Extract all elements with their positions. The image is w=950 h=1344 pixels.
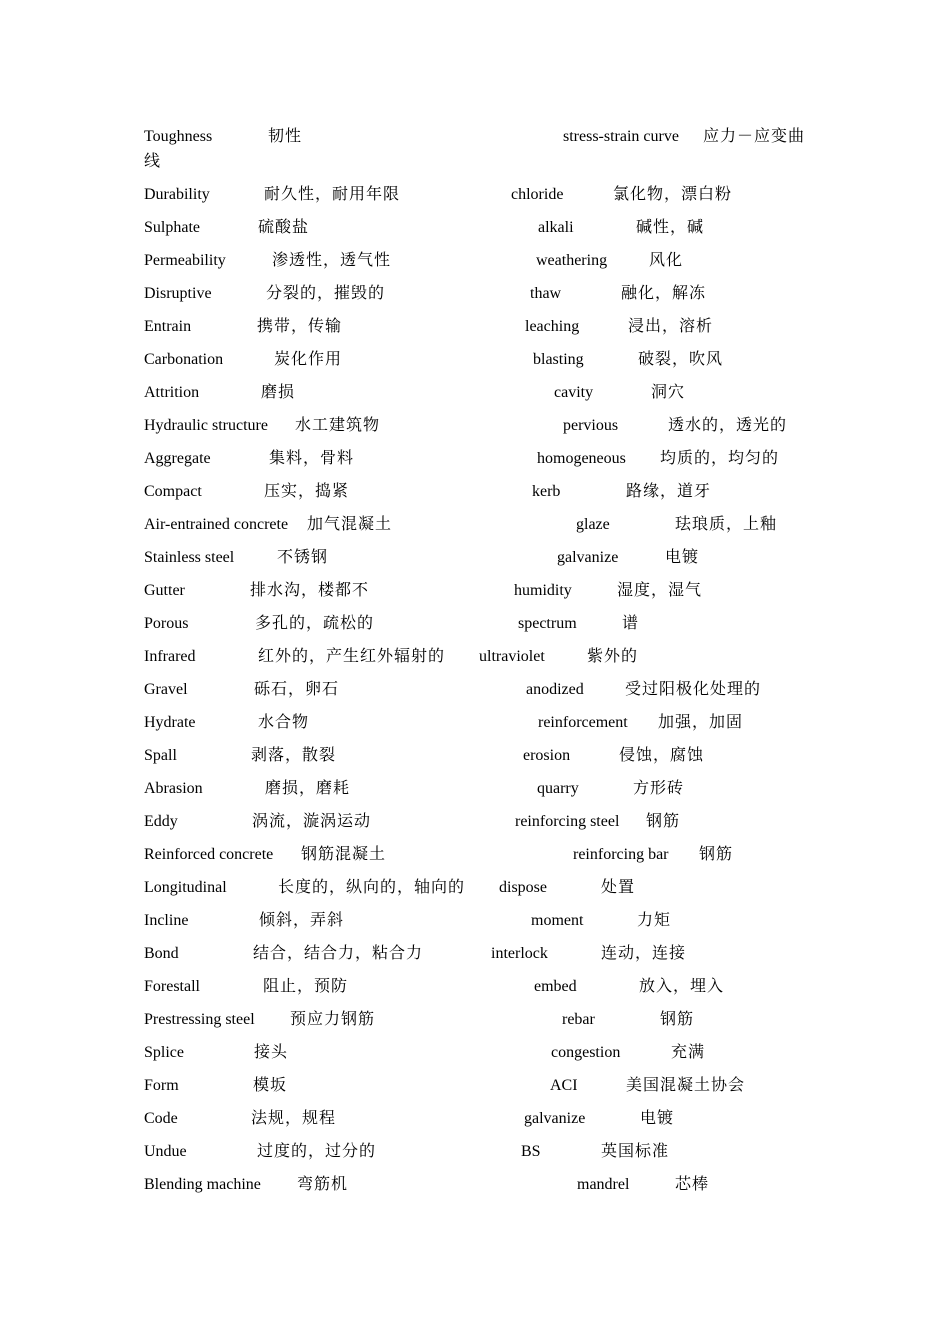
left-term: Air-entrained concrete bbox=[144, 516, 289, 533]
right-term: quarry bbox=[537, 780, 579, 797]
left-term: Longitudinal bbox=[144, 879, 227, 896]
left-definition: 加气混凝土 bbox=[307, 516, 393, 533]
left-definition: 砾石，卵石 bbox=[254, 681, 340, 698]
left-definition: 磨损，磨耗 bbox=[265, 780, 351, 797]
left-term: Infrared bbox=[144, 648, 196, 665]
left-term: Bond bbox=[144, 945, 179, 962]
left-term: Gutter bbox=[144, 582, 185, 599]
left-term: Code bbox=[144, 1110, 178, 1127]
left-definition: 红外的，产生红外辐射的 bbox=[258, 648, 446, 665]
left-term: Entrain bbox=[144, 318, 192, 335]
right-term: congestion bbox=[551, 1044, 621, 1061]
right-definition: 放入，埋入 bbox=[639, 978, 725, 995]
left-definition: 携带，传输 bbox=[257, 318, 343, 335]
left-term: Hydraulic structure bbox=[144, 417, 268, 434]
right-term: ACI bbox=[550, 1077, 578, 1094]
right-definition: 方形砖 bbox=[633, 780, 685, 797]
right-term: BS bbox=[521, 1143, 541, 1160]
right-term: glaze bbox=[576, 516, 610, 533]
right-definition: 珐琅质，上釉 bbox=[675, 516, 778, 533]
left-term: Permeability bbox=[144, 252, 226, 269]
right-definition: 连动，连接 bbox=[601, 945, 687, 962]
left-definition: 不锈钢 bbox=[277, 549, 329, 566]
left-term: Durability bbox=[144, 186, 210, 203]
left-term: Blending machine bbox=[144, 1176, 261, 1193]
left-definition: 模坂 bbox=[253, 1077, 288, 1094]
right-term: blasting bbox=[533, 351, 584, 368]
right-term: moment bbox=[531, 912, 584, 929]
left-definition: 多孔的，疏松的 bbox=[255, 615, 375, 632]
left-term: Undue bbox=[144, 1143, 187, 1160]
right-term: humidity bbox=[514, 582, 572, 599]
left-term: Compact bbox=[144, 483, 202, 500]
left-term: Porous bbox=[144, 615, 189, 632]
right-term: chloride bbox=[511, 186, 564, 203]
left-term: Abrasion bbox=[144, 780, 203, 797]
left-definition: 弯筋机 bbox=[297, 1176, 349, 1193]
right-definition: 均质的，均匀的 bbox=[660, 450, 780, 467]
right-term: embed bbox=[534, 978, 577, 995]
left-definition: 倾斜，弄斜 bbox=[259, 912, 345, 929]
right-definition: 透水的，透光的 bbox=[668, 417, 788, 434]
right-definition: 受过阳极化处理的 bbox=[625, 681, 762, 698]
left-definition: 硫酸盐 bbox=[258, 219, 310, 236]
right-term: erosion bbox=[523, 747, 571, 764]
right-term: rebar bbox=[562, 1011, 595, 1028]
left-term: Eddy bbox=[144, 813, 178, 830]
right-term: pervious bbox=[563, 417, 619, 434]
left-definition: 渗透性，透气性 bbox=[272, 252, 392, 269]
left-definition: 韧性 bbox=[268, 128, 303, 145]
right-definition: 风化 bbox=[649, 252, 684, 269]
right-term: alkali bbox=[538, 219, 574, 236]
right-definition: 充满 bbox=[671, 1044, 706, 1061]
left-term: Attrition bbox=[144, 384, 200, 401]
right-definition: 谱 bbox=[622, 615, 640, 632]
left-definition: 阻止，预防 bbox=[263, 978, 349, 995]
right-term: weathering bbox=[536, 252, 608, 269]
left-term: Incline bbox=[144, 912, 189, 929]
left-term: Aggregate bbox=[144, 450, 211, 467]
right-term: galvanize bbox=[524, 1110, 586, 1127]
left-term: Prestressing steel bbox=[144, 1011, 255, 1028]
right-definition: 钢筋 bbox=[646, 813, 681, 830]
right-term: anodized bbox=[526, 681, 584, 698]
left-definition: 接头 bbox=[254, 1044, 289, 1061]
left-term: Carbonation bbox=[144, 351, 224, 368]
left-definition: 耐久性，耐用年限 bbox=[264, 186, 401, 203]
right-definition: 侵蚀，腐蚀 bbox=[619, 747, 705, 764]
left-definition: 长度的，纵向的，轴向的 bbox=[278, 879, 466, 896]
left-definition: 磨损 bbox=[261, 384, 296, 401]
right-term: leaching bbox=[525, 318, 580, 335]
right-definition: 钢筋 bbox=[660, 1011, 695, 1028]
left-term: Gravel bbox=[144, 681, 188, 698]
left-definition: 钢筋混凝土 bbox=[301, 846, 387, 863]
right-term: spectrum bbox=[518, 615, 577, 632]
right-definition: 处置 bbox=[601, 879, 636, 896]
left-definition: 水工建筑物 bbox=[295, 417, 381, 434]
left-term: Splice bbox=[144, 1044, 184, 1061]
left-term: Spall bbox=[144, 747, 177, 764]
left-term: Form bbox=[144, 1077, 179, 1094]
right-definition: 加强，加固 bbox=[658, 714, 744, 731]
left-term: Reinforced concrete bbox=[144, 846, 274, 863]
right-term: mandrel bbox=[577, 1176, 630, 1193]
right-definition: 芯棒 bbox=[675, 1176, 710, 1193]
right-term: ultraviolet bbox=[479, 648, 545, 665]
left-definition: 集料，骨料 bbox=[269, 450, 355, 467]
right-definition: 浸出，溶析 bbox=[628, 318, 714, 335]
right-term: reinforcing steel bbox=[515, 813, 620, 830]
left-definition: 涡流，漩涡运动 bbox=[252, 813, 372, 830]
left-definition: 剥落，散裂 bbox=[251, 747, 337, 764]
left-term: Disruptive bbox=[144, 285, 212, 302]
right-term: stress-strain curve bbox=[563, 128, 679, 145]
right-definition: 应力－应变曲 bbox=[703, 128, 806, 145]
left-term: Stainless steel bbox=[144, 549, 235, 566]
right-term: cavity bbox=[554, 384, 594, 401]
left-definition: 结合，结合力，粘合力 bbox=[253, 945, 424, 962]
right-term: galvanize bbox=[557, 549, 619, 566]
right-definition: 紫外的 bbox=[587, 648, 639, 665]
right-definition: 钢筋 bbox=[699, 846, 734, 863]
right-definition: 碱性，碱 bbox=[636, 219, 705, 236]
left-term: Toughness bbox=[144, 128, 213, 145]
right-definition: 力矩 bbox=[637, 912, 672, 929]
left-definition: 法规，规程 bbox=[251, 1110, 337, 1127]
left-definition: 排水沟，楼都不 bbox=[250, 582, 370, 599]
right-definition-continuation: 线 bbox=[144, 153, 162, 170]
left-term: Hydrate bbox=[144, 714, 196, 731]
right-term: reinforcement bbox=[538, 714, 628, 731]
left-term: Forestall bbox=[144, 978, 200, 995]
right-definition: 电镀 bbox=[640, 1110, 675, 1127]
left-definition: 预应力钢筋 bbox=[290, 1011, 376, 1028]
right-term: interlock bbox=[491, 945, 548, 962]
right-definition: 电镀 bbox=[665, 549, 700, 566]
left-definition: 炭化作用 bbox=[274, 351, 343, 368]
left-term: Sulphate bbox=[144, 219, 200, 236]
right-term: homogeneous bbox=[537, 450, 626, 467]
right-definition: 融化，解冻 bbox=[621, 285, 707, 302]
right-definition: 氯化物，漂白粉 bbox=[613, 186, 733, 203]
right-term: reinforcing bar bbox=[573, 846, 669, 863]
right-definition: 洞穴 bbox=[651, 384, 686, 401]
left-definition: 过度的，过分的 bbox=[257, 1143, 377, 1160]
right-definition: 破裂，吹风 bbox=[638, 351, 724, 368]
left-definition: 水合物 bbox=[258, 714, 310, 731]
right-term: kerb bbox=[532, 483, 561, 500]
left-definition: 压实，捣紧 bbox=[264, 483, 350, 500]
right-definition: 路缘，道牙 bbox=[626, 483, 712, 500]
right-definition: 湿度，湿气 bbox=[617, 582, 703, 599]
right-definition: 英国标准 bbox=[601, 1143, 670, 1160]
right-definition: 美国混凝土协会 bbox=[626, 1077, 746, 1094]
left-definition: 分裂的，摧毁的 bbox=[266, 285, 386, 302]
right-term: dispose bbox=[499, 879, 547, 896]
right-term: thaw bbox=[530, 285, 562, 302]
